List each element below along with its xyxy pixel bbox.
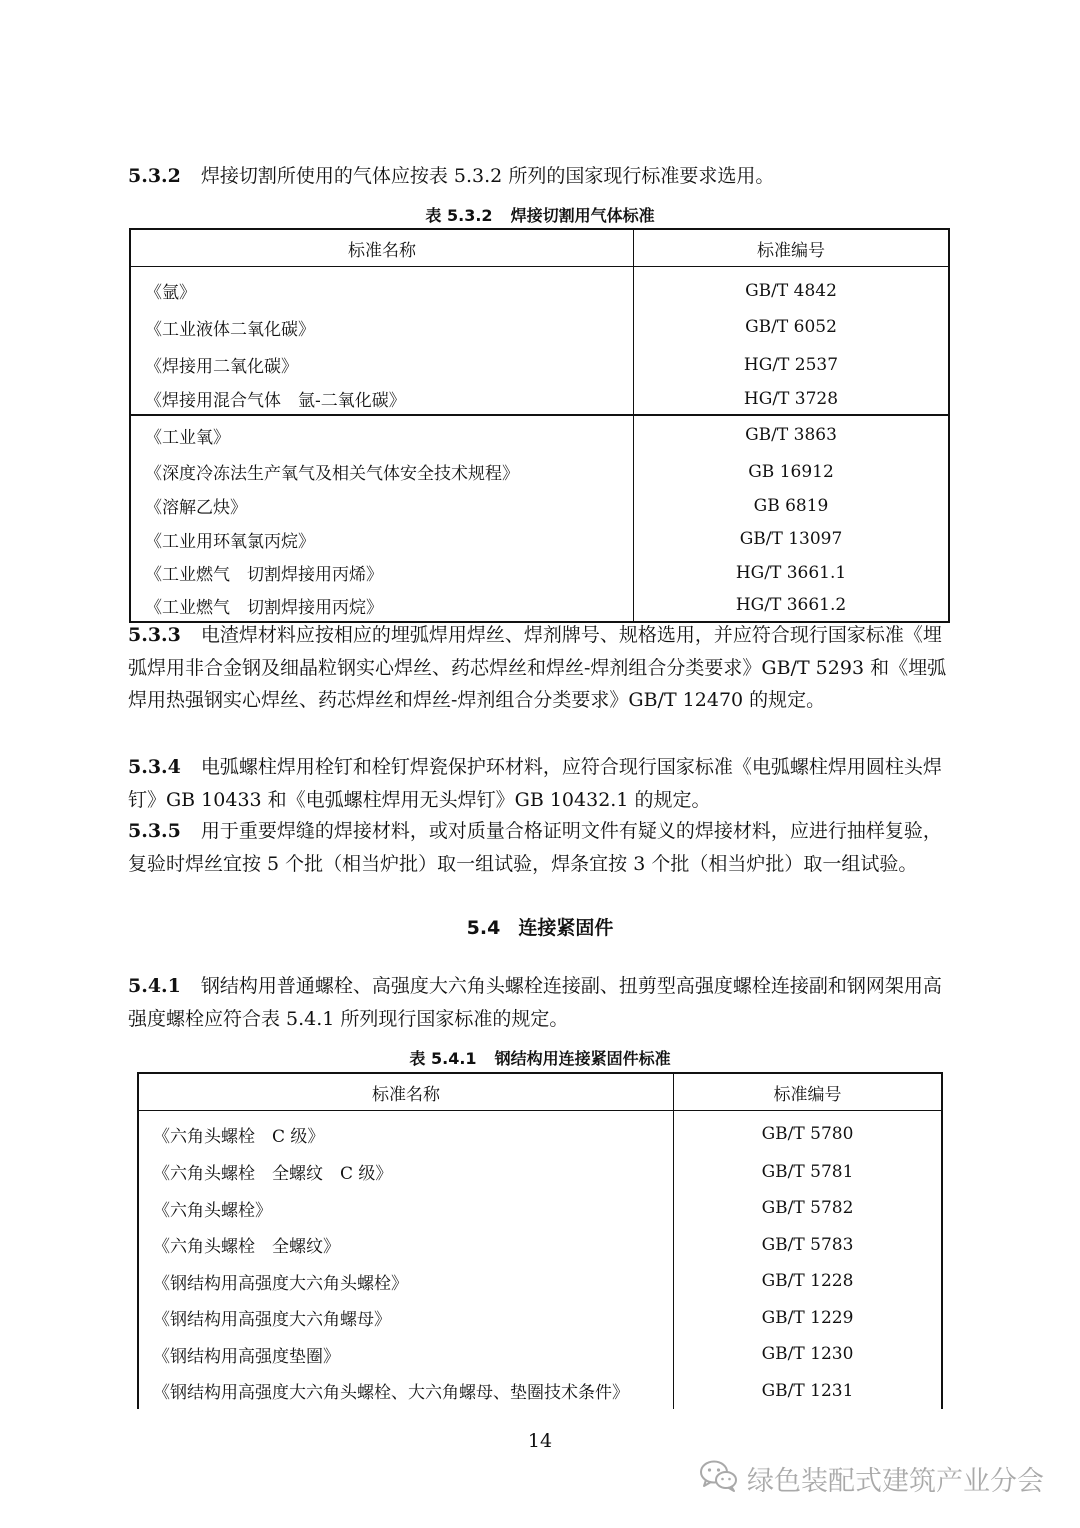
header-standard-name: 标准名称 xyxy=(130,229,634,267)
table-row: 《六角头螺栓》 GB/T 5782 xyxy=(138,1190,942,1227)
table-row: 《钢结构用高强度大六角头螺栓、大六角螺母、垫圈技术条件》 GB/T 1231 xyxy=(138,1373,942,1409)
table-row: 《钢结构用高强度大六角头螺栓》 GB/T 1228 xyxy=(138,1263,942,1300)
clause-text: 用于重要焊缝的焊接材料，或对质量合格证明文件有疑义的焊接材料，应进行抽样复验，复验时焊丝宜按 5 个批（相当炉批）取一组试验，焊条宜按 3 个批（相当炉批）取一组试验。 xyxy=(128,820,942,875)
paragraph-5-3-4 xyxy=(128,751,950,816)
paragraph-5-3-5 xyxy=(128,815,950,880)
table-row: 《焊接用混合气体 氩-二氧化碳》 HG/T 3728 xyxy=(130,384,949,415)
clause-text: 电弧螺柱焊用栓钉和栓钉焊瓷保护环材料，应符合现行国家标准《电弧螺柱焊用圆柱头焊钉》GB 10433 和《电弧螺柱焊用无头焊钉》GB 10432.1 的规定。 xyxy=(128,756,942,811)
table-row: 《焊接用二氧化碳》 HG/T 2537 xyxy=(130,346,949,384)
table-row: 《工业燃气 切割焊接用丙烷》 HG/T 3661.2 xyxy=(130,590,949,622)
paragraph-5-3-2 xyxy=(128,160,950,193)
table-row: 《工业燃气 切割焊接用丙烯》 HG/T 3661.1 xyxy=(130,556,949,590)
gas-standards-table xyxy=(129,228,950,623)
watermark-text: 绿色装配式建筑产业分会 xyxy=(747,1465,1044,1497)
table-caption-5-4-1: 表 5.4.1 钢结构用连接紧固件标准 xyxy=(409,1049,671,1068)
wechat-icon xyxy=(699,1459,739,1497)
table-header-row xyxy=(138,1073,942,1111)
table-row: 《六角头螺栓 全螺纹 C 级》 GB/T 5781 xyxy=(138,1154,942,1190)
table-row: 《深度冷冻法生产氧气及相关气体安全技术规程》 GB 16912 xyxy=(130,455,949,489)
table-caption-5-3-2: 表 5.3.2 焊接切割用气体标准 xyxy=(425,206,655,225)
table-row: 《氩》 GB/T 4842 xyxy=(130,267,949,309)
header-standard-name: 标准名称 xyxy=(138,1073,674,1111)
table-header-row xyxy=(130,229,949,267)
page-number: 14 xyxy=(527,1430,553,1452)
clause-text: 钢结构用普通螺栓、高强度大六角头螺栓连接副、扭剪型高强度螺栓连接副和钢网架用高强度螺栓应符合表 5.4.1 所列现行国家标准的规定。 xyxy=(128,975,942,1030)
table-row: 《钢结构用高强度大六角螺母》 GB/T 1229 xyxy=(138,1300,942,1336)
table-row: 《六角头螺栓 C 级》 GB/T 5780 xyxy=(138,1111,942,1154)
table-row: 《工业液体二氧化碳》 GB/T 6052 xyxy=(130,309,949,346)
clause-text: 电渣焊材料应按相应的埋弧焊用焊丝、焊剂牌号、规格选用，并应符合现行国家标准《埋弧焊用非合金钢及细晶粒钢实心焊丝、药芯焊丝和焊丝-焊剂组合分类要求》GB/T 5293 和《埋弧焊用热强钢实心焊丝、药芯焊丝和焊丝-焊剂组合分类要求》GB/T 12470 的规定。 xyxy=(128,624,947,711)
watermark xyxy=(699,1458,1044,1498)
header-standard-code: 标准编号 xyxy=(674,1073,943,1111)
table-row: 《工业用环氧氯丙烷》 GB/T 13097 xyxy=(130,523,949,556)
clause-text: 焊接切割所使用的气体应按表 5.3.2 所列的国家现行标准要求选用。 xyxy=(200,165,775,187)
table-row: 《钢结构用高强度垫圈》 GB/T 1230 xyxy=(138,1336,942,1373)
section-title-5-4: 5.4 连接紧固件 xyxy=(466,917,614,939)
table-row: 《六角头螺栓 全螺纹》 GB/T 5783 xyxy=(138,1227,942,1263)
clause-number: 5.4.1 xyxy=(128,975,181,997)
paragraph-5-4-1 xyxy=(128,970,950,1035)
paragraph-5-3-3 xyxy=(128,619,950,717)
fastener-standards-table xyxy=(137,1072,943,1409)
table-row: 《溶解乙炔》 GB 6819 xyxy=(130,489,949,523)
clause-number: 5.3.2 xyxy=(128,165,181,187)
clause-number: 5.3.5 xyxy=(128,820,181,842)
table-row: 《工业氧》 GB/T 3863 xyxy=(130,415,949,455)
clause-number: 5.3.4 xyxy=(128,756,181,778)
clause-number: 5.3.3 xyxy=(128,624,181,646)
header-standard-code: 标准编号 xyxy=(634,229,950,267)
